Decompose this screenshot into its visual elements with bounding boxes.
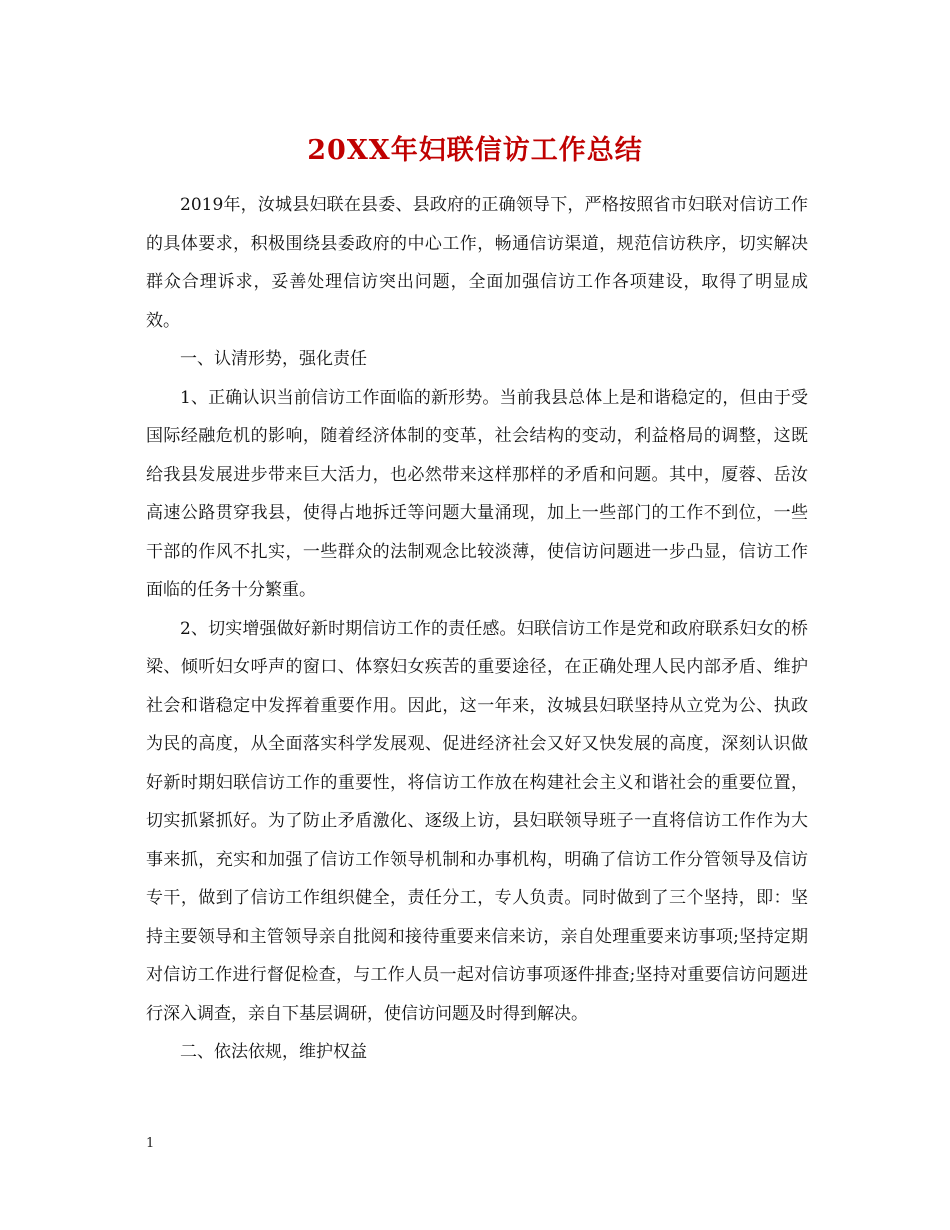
section-heading-2: 二、依法依规，维护权益: [180, 1042, 367, 1062]
section-heading-1: 一、认清形势，强化责任: [180, 349, 367, 369]
document-body: [146, 176, 808, 1072]
paragraph-1: 1、正确认识当前信访工作面临的新形势。当前我县总体上是和谐稳定的，但由于受国际经融危机的影响，随着经济体制的变革，社会结构的变动，利益格局的调整，这既给我县发展进步带来巨大活力，也必然带来这样那样的矛盾和问题。其中，厦蓉、岳汝高速公路贯穿我县，使得占地拆迁等问题大量涌现，加上一些部门的工作不到位，一些干部的作风不扎实，一些群众的法制观念比较淡薄，使信访问题进一步凸显，信访工作面临的任务十分繁重。: [146, 387, 808, 600]
page-number: 1: [146, 1136, 155, 1151]
document-title: 20XX年妇联信访工作总结: [307, 135, 643, 166]
paragraph-2: 2、切实增强做好新时期信访工作的责任感。妇联信访工作是党和政府联系妇女的桥梁、倾听妇女呼声的窗口、体察妇女疾苦的重要途径，在正确处理人民内部矛盾、维护社会和谐稳定中发挥着重要作用。因此，这一年来，汝城县妇联坚持从立党为公、执政为民的高度，从全面落实科学发展观、促进经济社会又好又快发展的高度，深刻认识做好新时期妇联信访工作的重要性，将信访工作放在构建社会主义和谐社会的重要位置，切实抓紧抓好。为了防止矛盾激化、逐级上访，县妇联领导班子一直将信访工作作为大事来抓，充实和加强了信访工作领导机制和办事机构，明确了信访工作分管领导及信访专干，做到了信访工作组织健全，责任分工，专人负责。同时做到了三个坚持，即：坚持主要领导和主管领导亲自批阅和接待重要来信来访，亲自处理重要来访事项;坚持定期对信访工作进行督促检查，与工作人员一起对信访事项逐件排查;坚持对重要信访问题进行深入调查，亲自下基层调研，使信访问题及时得到解决。: [146, 618, 808, 1024]
paragraph-intro: 2019年，汝城县妇联在县委、县政府的正确领导下，严格按照省市妇联对信访工作的具体要求，积极围绕县委政府的中心工作，畅通信访渠道，规范信访秩序，切实解决群众合理诉求，妥善处理信访突出问题，全面加强信访工作各项建设，取得了明显成效。: [146, 195, 808, 331]
